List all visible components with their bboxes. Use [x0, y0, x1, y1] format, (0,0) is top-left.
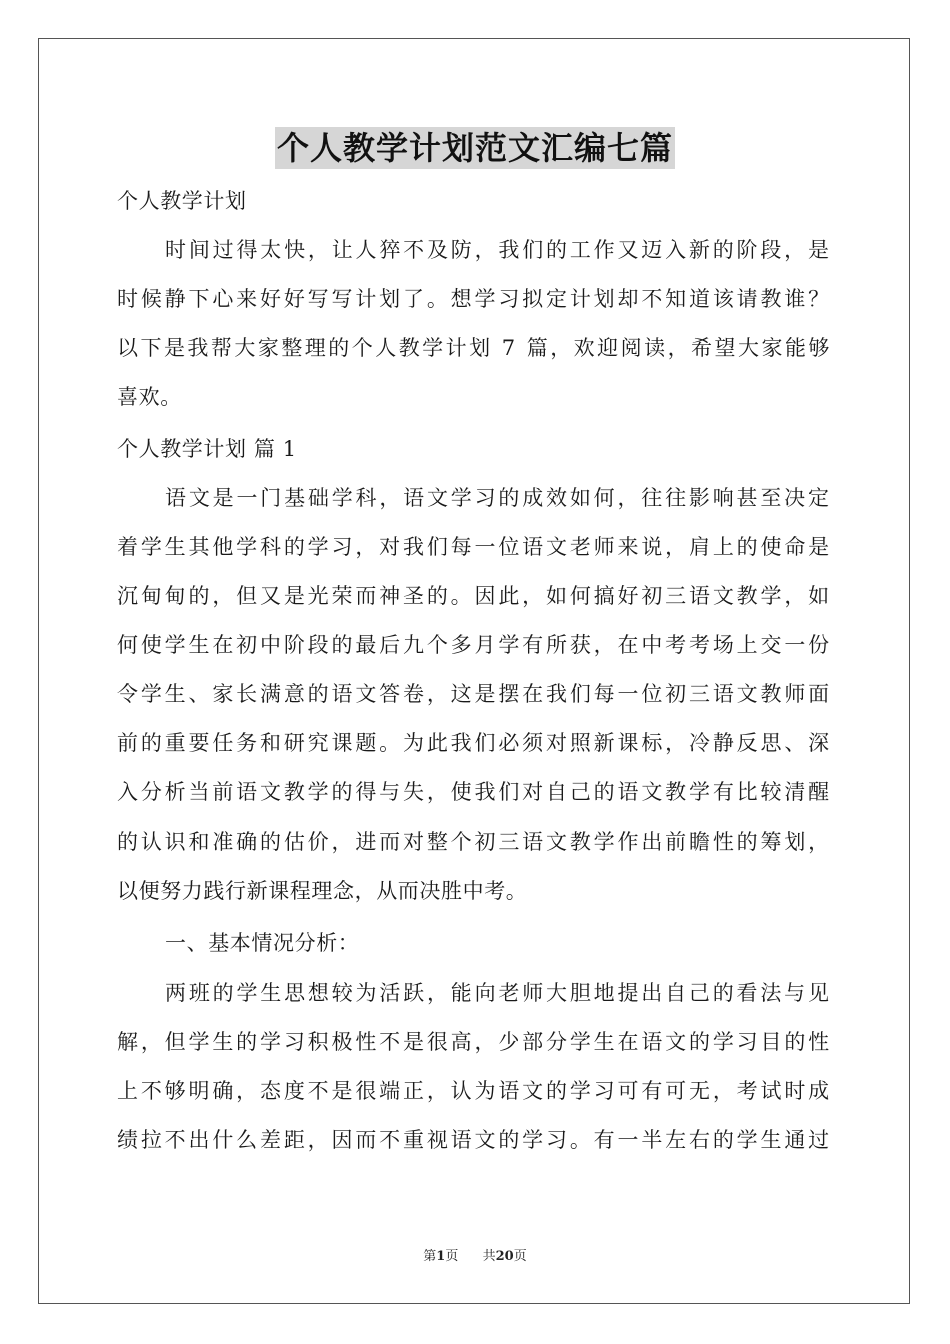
page-prefix: 第 [423, 1249, 437, 1264]
page-suffix: 页 [445, 1249, 459, 1264]
body-line: 何使学生在初中阶段的最后九个多月学有所获，在中考考场上交一份 [117, 633, 832, 657]
body-line: 上不够明确，态度不是很端正，认为语文的学习可有可无，考试时成 [117, 1079, 832, 1103]
body-line: 时候静下心来好好写写计划了。想学习拟定计划却不知道该请教谁？ [117, 287, 832, 311]
page-number: 1 [436, 1249, 446, 1264]
body-line: 时间过得太快，让人猝不及防，我们的工作又迈入新的阶段，是 [165, 238, 832, 262]
body-line: 喜欢。 [117, 385, 182, 409]
body-line: 两班的学生思想较为活跃，能向老师大胆地提出自己的看法与见 [165, 981, 832, 1005]
body-line: 沉甸甸的，但又是光荣而神圣的。因此，如何搞好初三语文教学，如 [117, 584, 832, 608]
body-line: 以下是我帮大家整理的个人教学计划 7 篇，欢迎阅读，希望大家能够 [117, 336, 832, 360]
total-prefix: 共 [482, 1249, 496, 1264]
body-line: 解，但学生的学习积极性不是很高，少部分学生在语文的学习目的性 [117, 1030, 832, 1054]
body-line: 着学生其他学科的学习，对我们每一位语文老师来说，肩上的使命是 [117, 535, 832, 559]
body-line: 个人教学计划 篇 1 [117, 437, 297, 461]
body-line: 绩拉不出什么差距，因而不重视语文的学习。有一半左右的学生通过 [117, 1128, 832, 1152]
document-title: 个人教学计划范文汇编七篇 [276, 129, 673, 167]
body-line: 的认识和准确的估价，进而对整个初三语文教学作出前瞻性的筹划， [117, 830, 832, 854]
body-line: 一、基本情况分析： [165, 931, 360, 955]
total-suffix: 页 [513, 1249, 527, 1264]
body-line: 前的重要任务和研究课题。为此我们必须对照新课标，冷静反思、深 [117, 731, 832, 755]
body-line: 个人教学计划 [117, 189, 247, 213]
body-line: 令学生、家长满意的语文答卷，这是摆在我们每一位初三语文教师面 [117, 682, 832, 706]
title-container [0, 127, 950, 169]
body-line: 语文是一门基础学科，语文学习的成效如何，往往影响甚至决定 [165, 486, 832, 510]
total-pages: 20 [495, 1249, 514, 1264]
page-footer [0, 1248, 950, 1266]
body-line: 入分析当前语文教学的得与失，使我们对自己的语文教学有比较清醒 [117, 780, 832, 804]
body-line: 以便努力践行新课程理念，从而决胜中考。 [117, 879, 528, 903]
page-border [38, 38, 910, 1304]
